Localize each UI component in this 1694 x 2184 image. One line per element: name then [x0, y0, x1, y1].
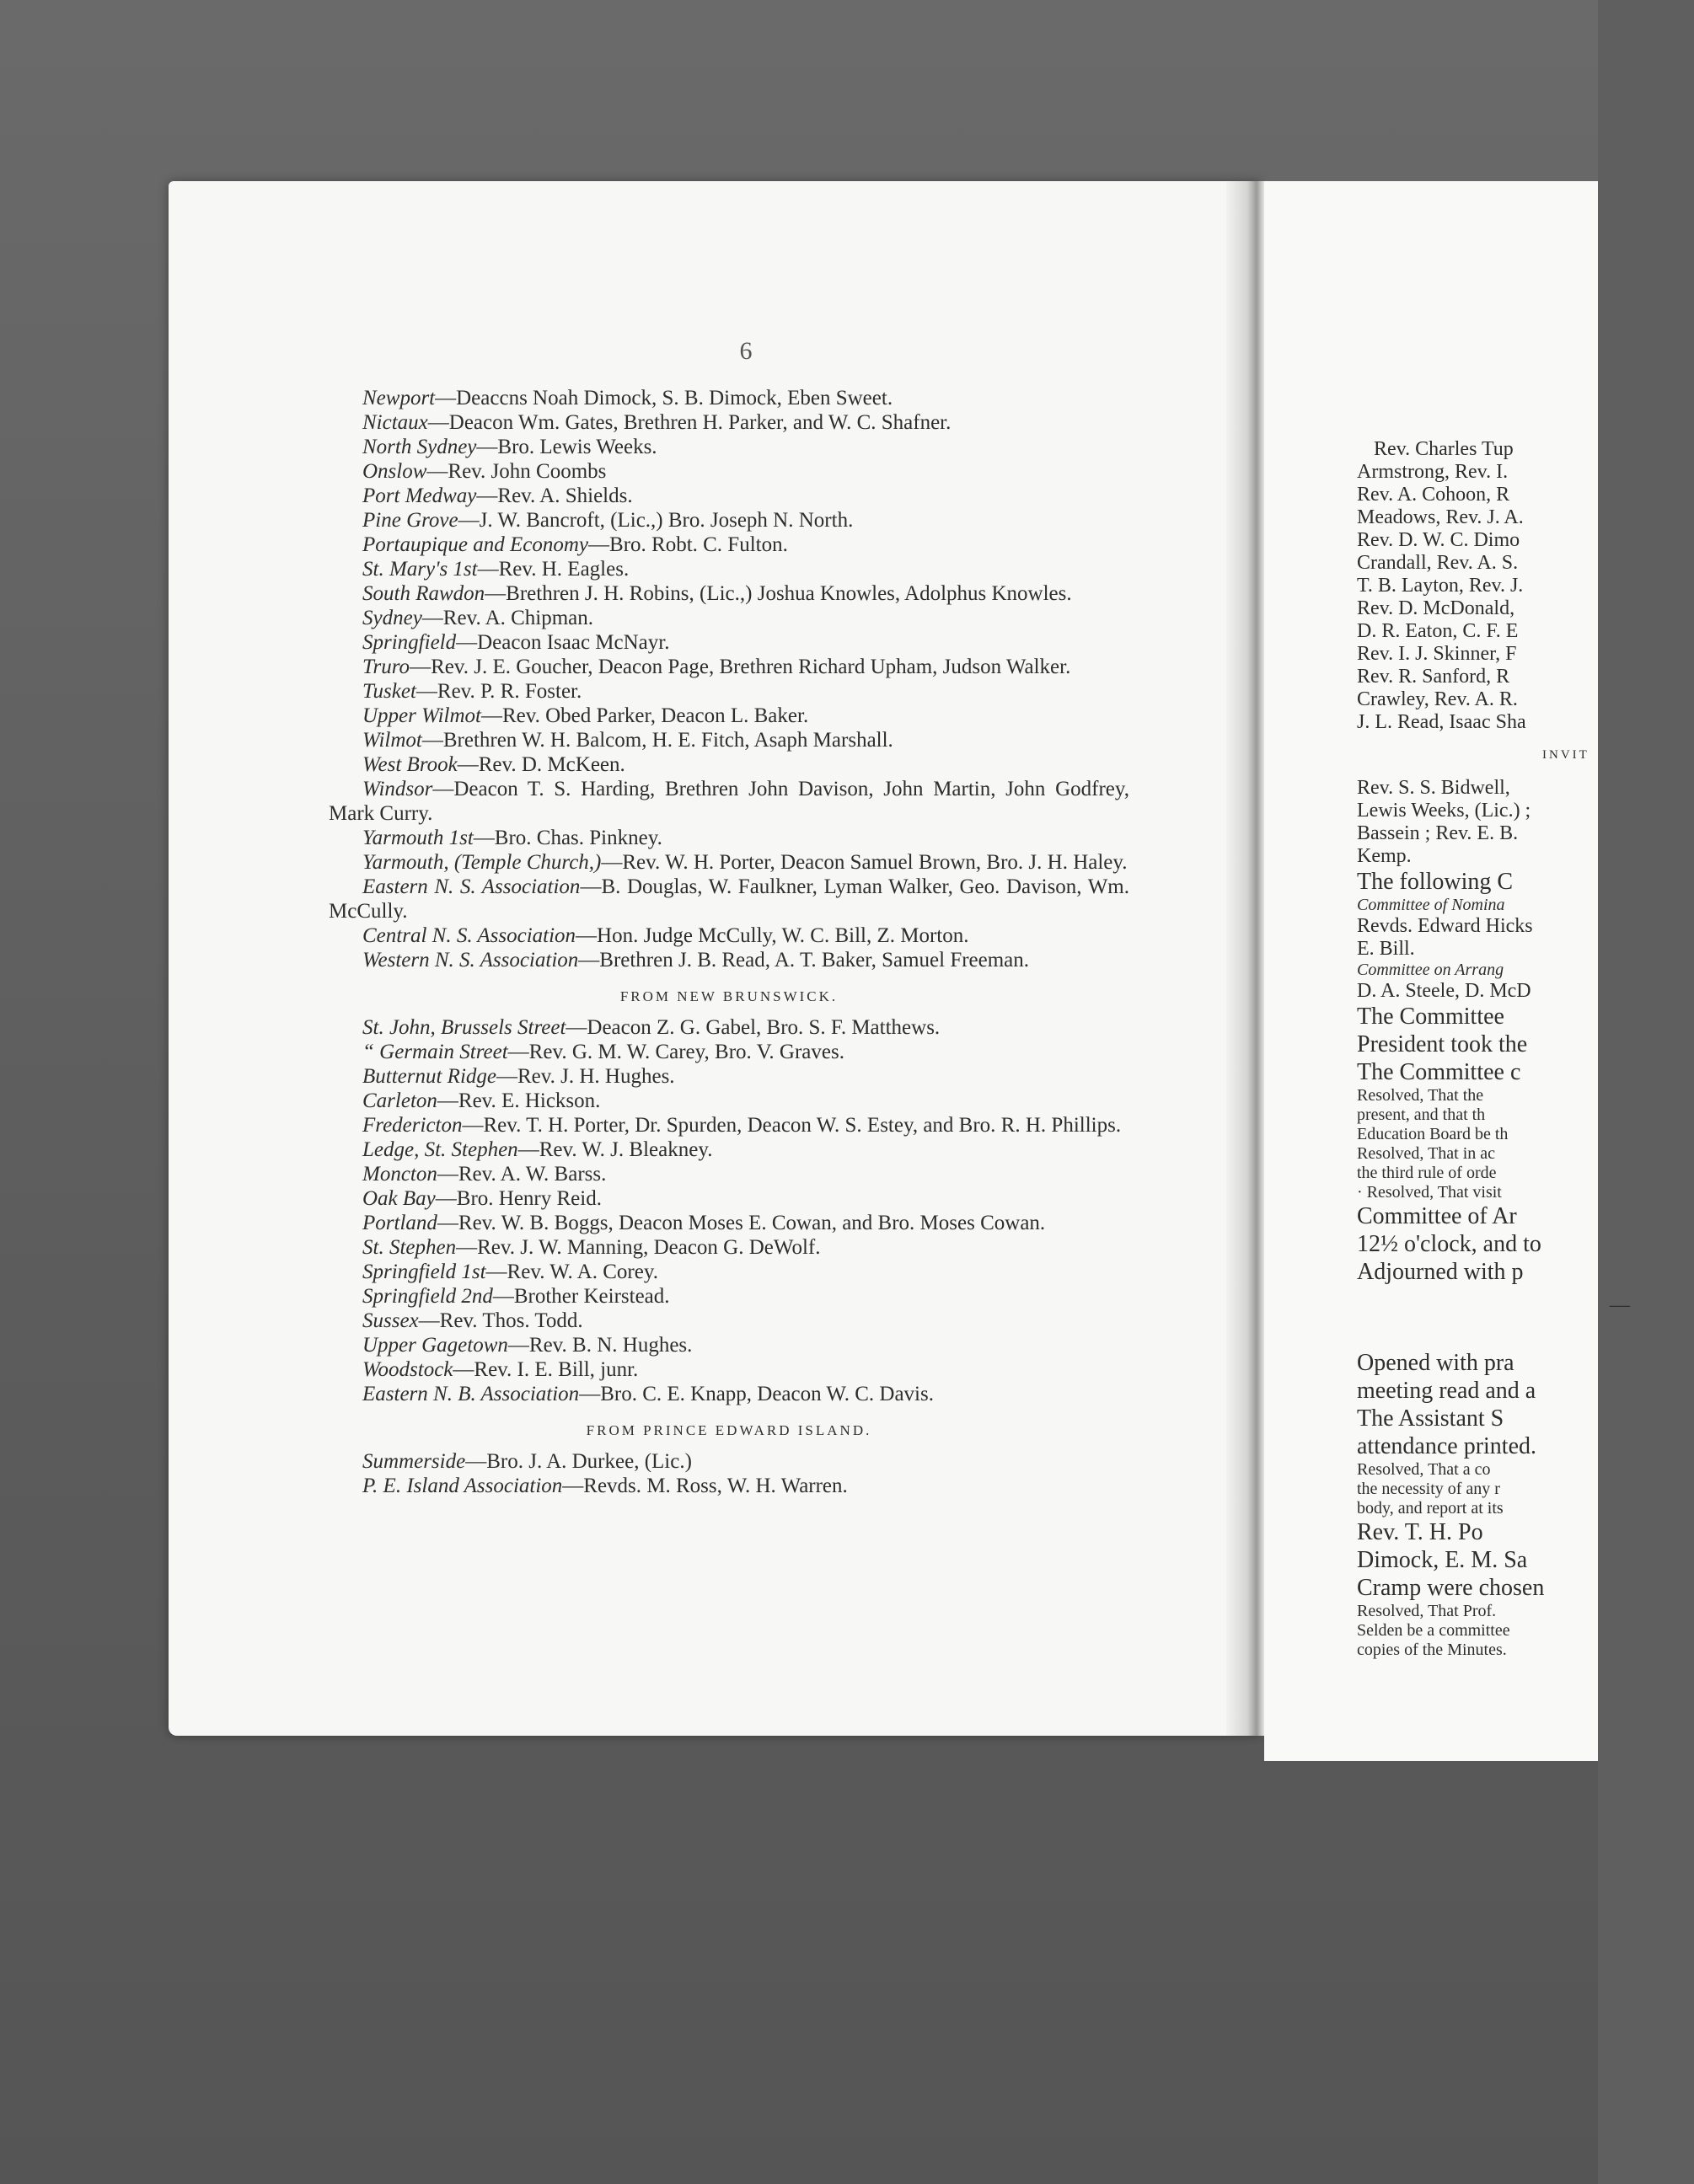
delegate-entry [329, 435, 1129, 459]
right-page-line: meeting read and a [1357, 1378, 1536, 1404]
pei-delegates [329, 1449, 1129, 1498]
delegate-names: —Bro. Robt. C. Fulton. [588, 533, 788, 556]
right-page-line: Resolved, That Prof. [1357, 1602, 1497, 1620]
right-page-line: Revds. Edward Hicks [1357, 915, 1533, 937]
delegate-entry [329, 1382, 1129, 1406]
delegate-names: —Brethren J. H. Robins, (Lic.,) Joshua Knowles, Adolphus Knowles. [485, 582, 1072, 605]
new-brunswick-delegates [329, 1015, 1129, 1406]
delegate-entry [329, 1357, 1129, 1382]
right-page-line: Lewis Weeks, (Lic.) ; [1357, 800, 1531, 822]
right-page-line: Bassein ; Rev. E. B. [1357, 822, 1519, 844]
right-page-line: Rev. T. H. Po [1357, 1519, 1483, 1545]
church-name: Newport [362, 387, 436, 410]
church-name: Springfield [362, 631, 457, 654]
church-name: Summerside [362, 1450, 466, 1473]
church-name: Woodstock [362, 1358, 453, 1381]
delegate-entry [329, 508, 1129, 533]
church-name: Western N. S. Association [362, 949, 579, 972]
delegate-entry [329, 1309, 1129, 1333]
right-page-line: Rev. A. Cohoon, R [1357, 484, 1510, 506]
delegate-entry [329, 1015, 1129, 1040]
delegate-names: —Rev. W. B. Boggs, Deacon Moses E. Cowan, and Bro. Moses Cowan. [437, 1212, 1046, 1234]
right-page-line: Crandall, Rev. A. S. [1357, 552, 1519, 574]
church-name: Nictaux [362, 411, 428, 434]
delegate-names: —B. Douglas, W. Faulkner, Lyman Walker, Geo. Davison, Wm. McCully. [329, 875, 1129, 923]
church-name: Oak Bay [362, 1187, 436, 1210]
delegate-names: —Rev. Obed Parker, Deacon L. Baker. [480, 704, 809, 727]
delegate-names: —Revds. M. Ross, W. H. Warren. [562, 1475, 848, 1497]
delegate-entry [329, 484, 1129, 508]
delegate-entry [329, 1040, 1129, 1064]
delegate-entry [329, 386, 1129, 410]
right-page-line: 12½ o'clock, and to [1357, 1231, 1541, 1257]
church-name: Sydney [362, 607, 422, 629]
delegate-names: —Rev. E. Hickson. [437, 1089, 601, 1112]
delegate-names: —Rev. J. E. Goucher, Deacon Page, Brethren Richard Upham, Judson Walker. [410, 656, 1071, 678]
delegate-names: —Deaccns Noah Dimock, S. B. Dimock, Eben Sweet. [435, 387, 893, 410]
church-name: Portland [362, 1212, 437, 1234]
church-name: Wilmot [362, 729, 422, 752]
delegate-names: —Bro. Lewis Weeks. [476, 436, 657, 458]
delegate-entry [329, 1138, 1129, 1162]
right-page-line: the necessity of any r [1357, 1480, 1500, 1498]
right-page-line: The Assistant S [1357, 1405, 1504, 1432]
church-name: Onslow [362, 460, 427, 483]
right-page-line: Education Board be th [1357, 1125, 1509, 1143]
right-page-line: Kemp. [1357, 845, 1412, 867]
church-name: Tusket [362, 680, 416, 703]
right-page-line: Rev. I. J. Skinner, F [1357, 643, 1517, 665]
right-page-line: Dimock, E. M. Sa [1357, 1547, 1528, 1573]
right-page-line: copies of the Minutes. [1357, 1641, 1507, 1659]
right-page-line: Rev. Charles Tup [1374, 438, 1514, 460]
church-name: St. John, Brussels Street [362, 1016, 566, 1039]
delegate-names: —Hon. Judge McCully, W. C. Bill, Z. Morton. [576, 924, 969, 947]
delegate-entry [329, 1333, 1129, 1357]
delegate-names: —Rev. T. H. Porter, Dr. Spurden, Deacon W. S. Estey, and Bro. R. H. Phillips. [462, 1114, 1122, 1137]
delegate-names: —Rev. D. McKeen. [457, 753, 625, 776]
right-page-line: Rev. D. McDonald, [1357, 597, 1515, 619]
church-name: South Rawdon [362, 582, 485, 605]
church-name: P. E. Island Association [362, 1475, 563, 1497]
nova-scotia-delegates [329, 386, 1129, 972]
delegate-names: —J. W. Bancroft, (Lic.,) Bro. Joseph N. North. [458, 509, 854, 532]
right-page-line: Opened with pra [1357, 1350, 1514, 1376]
right-page-line: Resolved, That the [1357, 1086, 1484, 1105]
delegate-names: —Deacon Wm. Gates, Brethren H. Parker, and W. C. Shafner. [427, 411, 952, 434]
church-name: Springfield 2nd [362, 1285, 493, 1308]
right-page-line: J. L. Read, Isaac Sha [1357, 711, 1526, 733]
right-page-line: Resolved, That a co [1357, 1460, 1491, 1479]
delegate-names: —Rev. H. Eagles. [477, 558, 630, 581]
delegate-names: —Rev. John Coombs [426, 460, 607, 483]
right-page-line: body, and report at its [1357, 1499, 1504, 1518]
delegate-entry [329, 1260, 1129, 1284]
delegate-entry [329, 1089, 1129, 1113]
delegate-entry [329, 1162, 1129, 1186]
church-name: Port Medway [362, 484, 477, 507]
right-page-line: present, and that th [1357, 1105, 1486, 1124]
delegate-names: —Rev. Thos. Todd. [418, 1309, 583, 1332]
church-name: Upper Gagetown [362, 1334, 508, 1357]
right-page-line: · Resolved, That visit [1357, 1183, 1502, 1202]
delegate-names: —Rev. A. W. Barss. [437, 1163, 607, 1186]
church-name: Ledge, St. Stephen [362, 1138, 518, 1161]
delegate-entry [329, 1284, 1129, 1309]
right-page-line: E. Bill. [1357, 938, 1415, 960]
delegate-names: —Bro. Henry Reid. [435, 1187, 602, 1210]
right-page-line: Adjourned with p [1357, 1259, 1524, 1285]
church-name: West Brook [362, 753, 458, 776]
delegate-entry [329, 606, 1129, 630]
right-page-line: the third rule of orde [1357, 1164, 1497, 1182]
delegate-entry [329, 630, 1129, 655]
delegate-entry [329, 557, 1129, 581]
delegate-entry [329, 533, 1129, 557]
church-name: Fredericton [362, 1114, 463, 1137]
book-gutter [1226, 181, 1264, 1736]
delegate-entry [329, 1235, 1129, 1260]
right-page-line: T. B. Layton, Rev. J. [1357, 575, 1524, 597]
right-page-line: Rev. S. S. Bidwell, [1357, 777, 1510, 799]
right-page-line: Cramp were chosen [1357, 1575, 1545, 1601]
section-heading-new-brunswick: FROM NEW BRUNSWICK. [619, 988, 839, 1004]
church-name: “ Germain Street [362, 1041, 508, 1063]
right-page-line: The Committee c [1357, 1059, 1521, 1085]
delegate-entry [329, 728, 1129, 752]
delegate-names: —Deacon Z. G. Gabel, Bro. S. F. Matthews. [566, 1016, 941, 1039]
church-name: Eastern N. S. Association [362, 875, 581, 898]
church-name: Pine Grove [362, 509, 458, 532]
delegate-names: —Rev. A. Chipman. [421, 607, 594, 629]
delegate-entry [329, 1113, 1129, 1138]
delegate-names: —Brother Keirstead. [492, 1285, 670, 1308]
right-page-line: The following C [1357, 869, 1514, 895]
delegate-entry [329, 948, 1129, 972]
church-name: Eastern N. B. Association [362, 1383, 580, 1405]
delegate-names: —Brethren J. B. Read, A. T. Baker, Samuel Freeman. [578, 949, 1030, 972]
delegate-names: —Rev. W. J. Bleakney. [517, 1138, 713, 1161]
right-page-line: Committee on Arrang [1357, 961, 1504, 979]
delegate-names: —Rev. B. N. Hughes. [507, 1334, 693, 1357]
delegate-entry [329, 826, 1129, 850]
delegate-names: —Rev. A. Shields. [476, 484, 633, 507]
right-page-line: Rev. R. Sanford, R [1357, 666, 1510, 688]
church-name: Sussex [362, 1309, 419, 1332]
right-page-line: Selden be a committee [1357, 1621, 1510, 1640]
church-name: Carleton [362, 1089, 437, 1112]
delegate-names: —Bro. Chas. Pinkney. [473, 827, 662, 849]
delegate-entry [329, 1449, 1129, 1474]
right-page-line: attendance printed. [1357, 1433, 1537, 1459]
right-page-line: Armstrong, Rev. I. [1357, 461, 1509, 483]
church-name: Yarmouth 1st [362, 827, 474, 849]
delegate-names: —Bro. C. E. Knapp, Deacon W. C. Davis. [579, 1383, 934, 1405]
delegate-entry [329, 655, 1129, 679]
church-name: Portaupique and Economy [362, 533, 589, 556]
right-page-line: Resolved, That in ac [1357, 1144, 1496, 1163]
delegate-names: —Bro. J. A. Durkee, (Lic.) [465, 1450, 692, 1473]
church-name: North Sydney [362, 436, 477, 458]
right-page-line: Committee of Nomina [1357, 896, 1505, 914]
delegate-names: —Rev. W. H. Porter, Deacon Samuel Brown, Bro. J. H. Haley. [601, 851, 1128, 874]
page-number: 6 [739, 337, 753, 365]
delegate-entry [329, 923, 1129, 948]
right-page-line: — [1610, 1294, 1630, 1316]
church-name: Moncton [362, 1163, 437, 1186]
delegate-entry [329, 777, 1129, 826]
delegate-entry [329, 581, 1129, 606]
delegate-entry [329, 850, 1129, 875]
delegate-entry [329, 1064, 1129, 1089]
delegate-entry [329, 1186, 1129, 1211]
delegate-entry [329, 1474, 1129, 1498]
delegate-list [329, 386, 1129, 1498]
church-name: Windsor [362, 778, 433, 800]
delegate-names: —Rev. G. M. W. Carey, Bro. V. Graves. [507, 1041, 844, 1063]
church-name: Springfield 1st [362, 1261, 486, 1283]
delegate-names: —Rev. J. H. Hughes. [496, 1065, 675, 1088]
church-name: Truro [362, 656, 410, 678]
delegate-names: —Rev. W. A. Corey. [485, 1261, 658, 1283]
right-page-line: Rev. D. W. C. Dimo [1357, 529, 1520, 551]
right-page-line: Crawley, Rev. A. R. [1357, 688, 1518, 710]
delegate-entry [329, 459, 1129, 484]
delegate-entry [329, 679, 1129, 704]
delegate-entry [329, 410, 1129, 435]
delegate-entry [329, 875, 1129, 923]
church-name: Central N. S. Association [362, 924, 576, 947]
right-page-line: D. A. Steele, D. McD [1357, 980, 1531, 1002]
section-heading-prince-edward-island: FROM PRINCE EDWARD ISLAND. [586, 1422, 872, 1438]
right-page-line: D. R. Eaton, C. F. E [1357, 620, 1519, 642]
church-name: St. Mary's 1st [362, 558, 478, 581]
delegate-entry [329, 752, 1129, 777]
right-page-line: The Committee [1357, 1004, 1504, 1030]
right-page-line: INVIT [1542, 748, 1589, 762]
right-page-text [1357, 438, 1694, 1660]
right-page-line: Committee of Ar [1357, 1203, 1517, 1229]
delegate-names: —Deacon T. S. Harding, Brethren John Davison, John Martin, John Godfrey, Mark Curry. [329, 778, 1129, 825]
delegate-entry [329, 704, 1129, 728]
delegate-entry [329, 1211, 1129, 1235]
delegate-names: —Brethren W. H. Balcom, H. E. Fitch, Asaph Marshall. [421, 729, 893, 752]
church-name: Upper Wilmot [362, 704, 481, 727]
right-page-line: President took the [1357, 1031, 1528, 1057]
delegate-names: —Rev. P. R. Foster. [415, 680, 582, 703]
delegate-names: —Deacon Isaac McNayr. [456, 631, 670, 654]
right-page-line: Meadows, Rev. J. A. [1357, 506, 1524, 528]
delegate-names: —Rev. I. E. Bill, junr. [453, 1358, 639, 1381]
church-name: St. Stephen [362, 1236, 457, 1259]
church-name: Butternut Ridge [362, 1065, 496, 1088]
church-name: Yarmouth, (Temple Church,) [362, 851, 602, 874]
delegate-names: —Rev. J. W. Manning, Deacon G. DeWolf. [456, 1236, 821, 1259]
